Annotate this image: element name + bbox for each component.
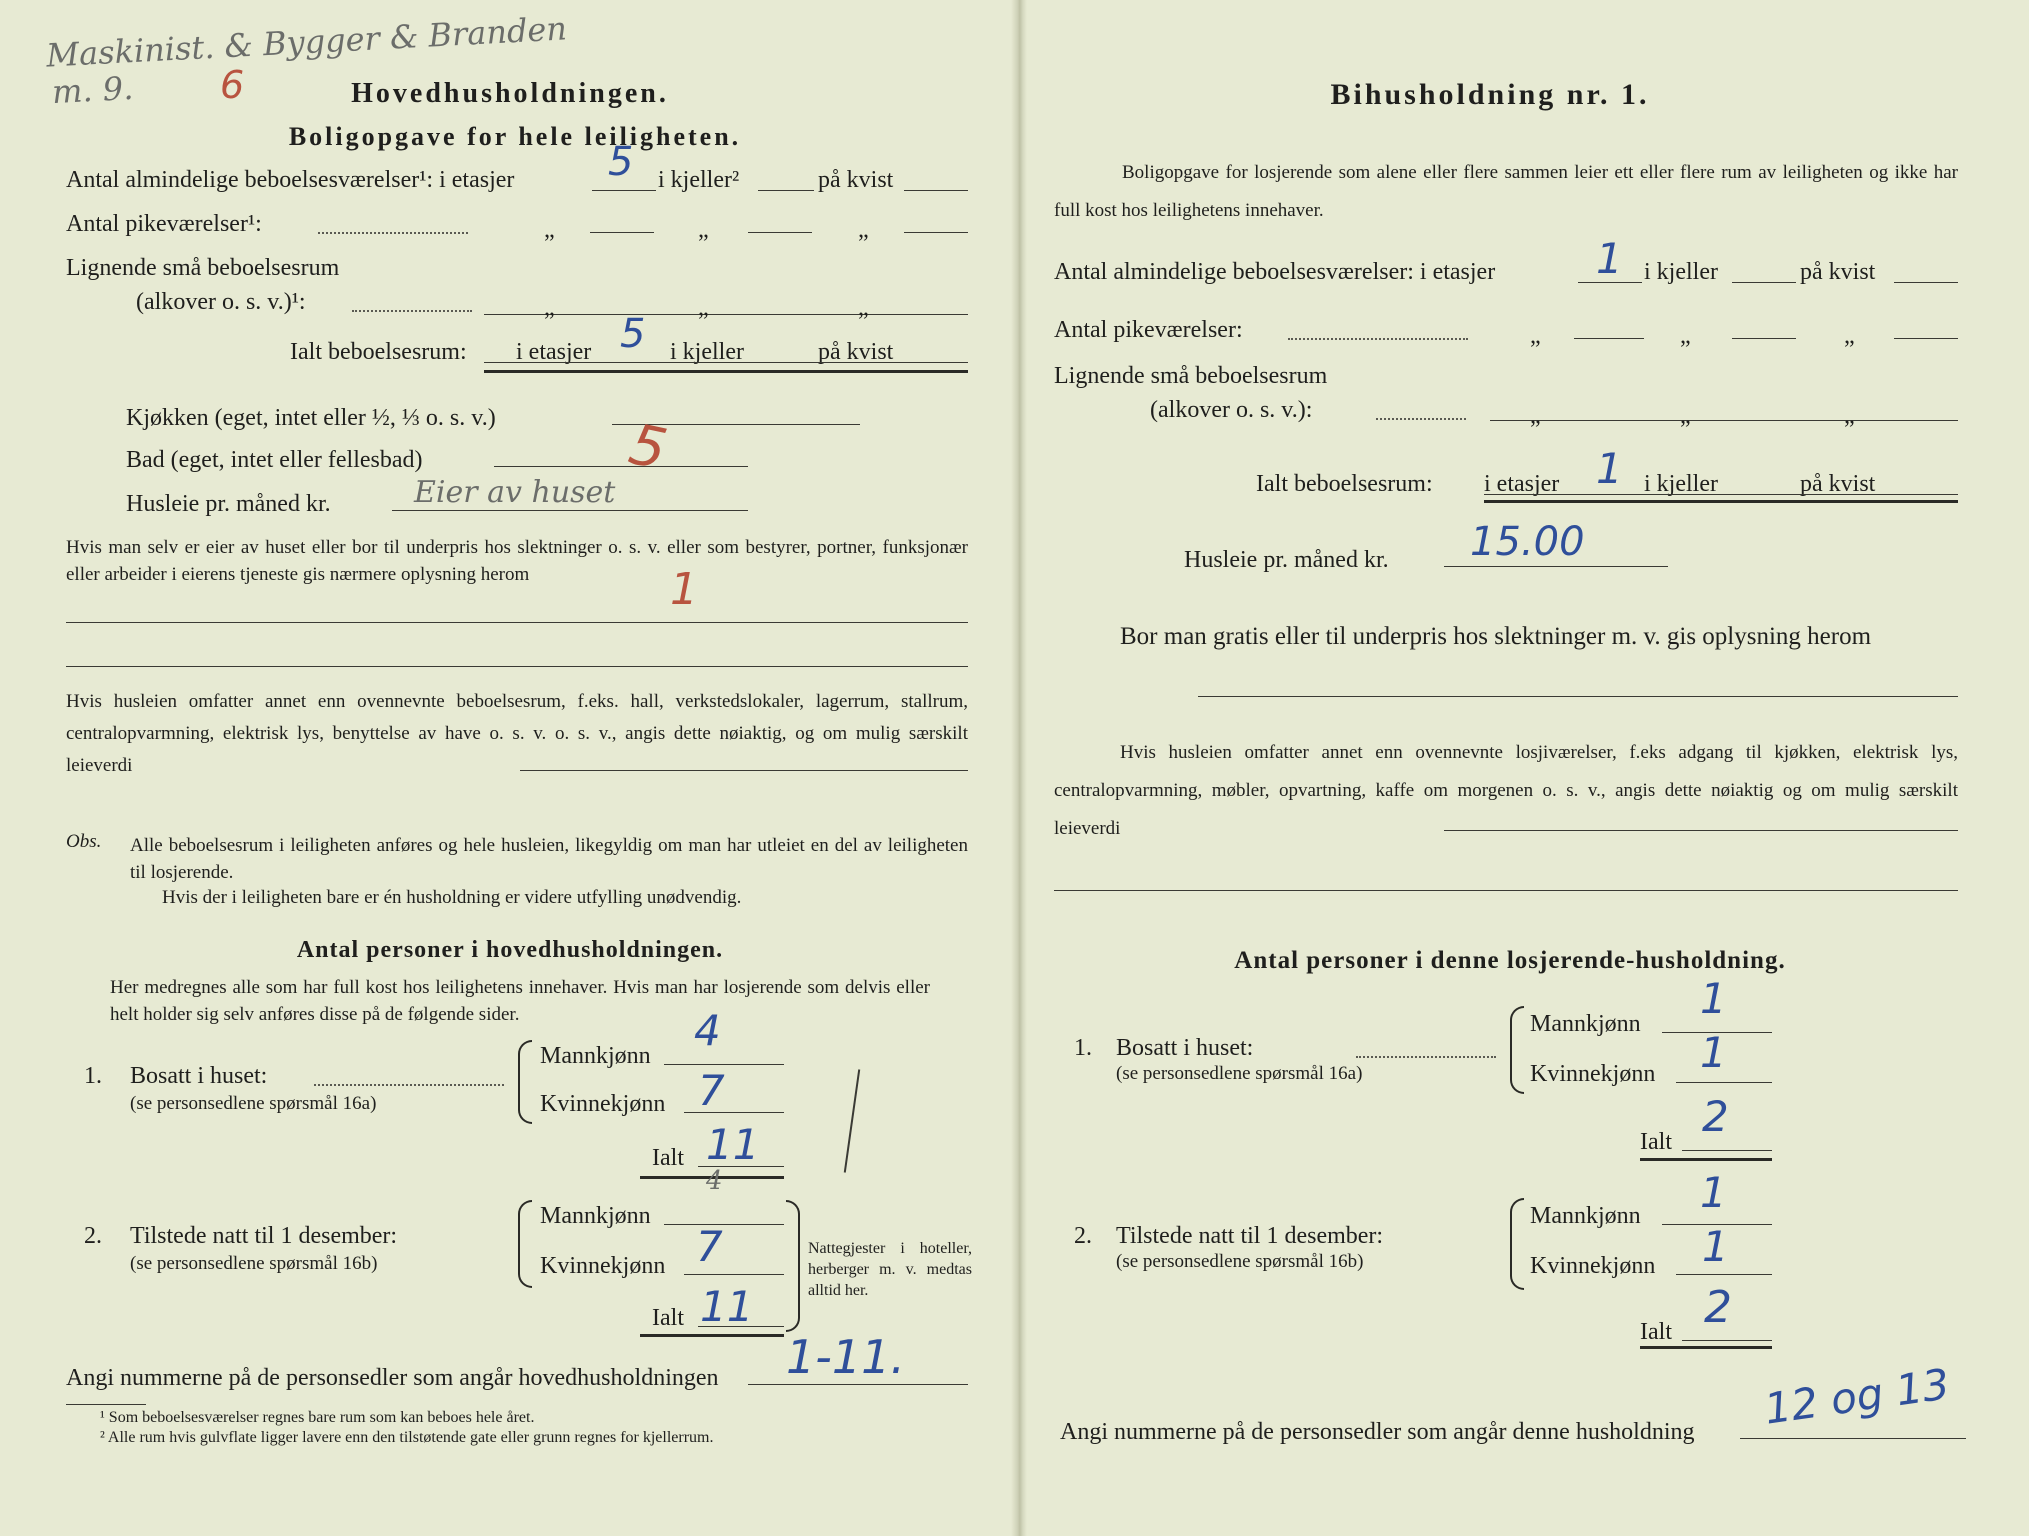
value-ialt-etasjer: 5 xyxy=(620,311,646,357)
field-line xyxy=(748,232,812,233)
field-line xyxy=(1444,830,1958,831)
right-intro: Boligopgave for losjerende som alene eller flere sammen leier ett eller flere rum av leiligheten og ikke har full kost hos leilighetens innehaver. xyxy=(1054,162,1958,221)
q2-kvinne-value: 7 xyxy=(696,1222,723,1271)
right-q1-kvinne-label: Kvinnekjønn xyxy=(1530,1061,1656,1087)
q1-ialt-value: 11 xyxy=(706,1120,760,1169)
q2-mann-value: 4 xyxy=(706,1166,723,1196)
brace xyxy=(518,1040,532,1124)
right-q1-number: 1. xyxy=(1074,1035,1092,1061)
field-line xyxy=(66,622,968,623)
right-q1-ialt-label: Ialt xyxy=(1640,1129,1672,1155)
pencil-annotation-matrikkel: m. 9. xyxy=(51,68,135,112)
right-label-almindelige: Antal almindelige beboelsesværelser: i etasjer xyxy=(1054,259,1496,285)
field-line xyxy=(1894,282,1958,283)
field-line xyxy=(1484,494,1958,495)
q1-kvinne-value: 7 xyxy=(698,1066,725,1115)
ditto-mark: „ xyxy=(544,295,555,321)
q2-ialt-label: Ialt xyxy=(652,1305,684,1331)
right-q2-label: Tilstede natt til 1 desember: xyxy=(1116,1223,1384,1249)
obs-text: Alle beboelsesrum i leiligheten anføres og hele husleien, likegyldig om man har utleiet en del av leiligheten til losjerende. xyxy=(130,835,968,883)
label-nummerne: Angi nummerne på de personsedler som angår hovedhusholdningen xyxy=(66,1365,719,1391)
ditto-mark: „ xyxy=(698,217,709,243)
field-line xyxy=(748,1384,968,1385)
page-fold xyxy=(1011,0,1027,1536)
label-ialt-kvist: på kvist xyxy=(818,339,894,365)
label-husleie: Husleie pr. måned kr. xyxy=(126,491,331,517)
field-line xyxy=(520,770,968,771)
right-label-alkover: (alkover o. s. v.): xyxy=(1150,397,1313,423)
label-kvist: på kvist xyxy=(818,167,894,193)
field-line xyxy=(1732,338,1796,339)
right-value-husleie: 15.00 xyxy=(1470,519,1585,565)
field-line xyxy=(66,666,968,667)
page-subtitle: Boligopgave for hele leiligheten. xyxy=(288,122,742,151)
persons-title: Antal personer i hovedhusholdningen. xyxy=(296,937,724,963)
q1-number: 1. xyxy=(84,1063,102,1089)
q1-mann-value: 4 xyxy=(694,1006,721,1055)
field-line xyxy=(1054,890,1958,891)
right-value-nummerne: 12 og 13 xyxy=(1761,1359,1953,1434)
total-underline xyxy=(1640,1158,1772,1161)
brace xyxy=(518,1200,532,1288)
right-label-ialt-kjeller: i kjeller xyxy=(1644,471,1718,497)
total-underline xyxy=(640,1334,784,1337)
q2-ialt-value: 11 xyxy=(700,1282,754,1331)
right-q1-kvinne-value: 1 xyxy=(1700,1028,1727,1077)
right-q2-kvinne-label: Kvinnekjønn xyxy=(1530,1253,1656,1279)
right-value-ialt-etasjer: 1 xyxy=(1596,444,1623,493)
label-kjokken: Kjøkken (eget, intet eller ½, ⅓ o. s. v.) xyxy=(126,405,496,431)
value-husleie: Eier av huset xyxy=(414,475,616,510)
right-label-husleie: Husleie pr. måned kr. xyxy=(1184,547,1389,573)
label-almindelige: Antal almindelige beboelsesværelser¹: i etasjer xyxy=(66,167,515,193)
ditto-mark: „ xyxy=(544,217,555,243)
field-line xyxy=(1198,696,1958,697)
q2-sub: (se personsedlene spørsmål 16b) xyxy=(130,1253,378,1274)
field-line xyxy=(484,362,968,363)
ditto-mark: „ xyxy=(858,217,869,243)
right-persons-title: Antal personer i denne losjerende-husholdning. xyxy=(1234,947,1786,974)
q2-mann-label: Mannkjønn xyxy=(540,1203,651,1229)
right-q1-mann-label: Mannkjønn xyxy=(1530,1011,1641,1037)
right-label-ialt-beboelsesrum: Ialt beboelsesrum: xyxy=(1256,471,1433,497)
dot-leader xyxy=(314,1084,504,1086)
label-lignende: Lignende små beboelsesrum xyxy=(66,255,340,281)
note-husleie: Hvis husleien omfatter annet enn ovennevnte beboelsesrum, f.eks. hall, verkstedslokaler, lagerrum, stallrum, centralopvarmning, elektrisk lys, benyttelse av have o. s. v. o. s. v., angis dette nøiaktig, og om mulig særskilt leieverdi xyxy=(66,691,968,776)
right-label-nummerne: Angi nummerne på de personsedler som angår denne husholdning xyxy=(1060,1419,1695,1445)
right-q1-mann-value: 1 xyxy=(1700,974,1727,1023)
label-pikevaerelser: Antal pikeværelser¹: xyxy=(66,211,262,237)
right-value-alm-etasjer: 1 xyxy=(1596,234,1623,283)
field-line xyxy=(1682,1340,1772,1341)
field-line xyxy=(758,190,814,191)
value-alm-etasjer: 5 xyxy=(608,139,634,185)
field-line xyxy=(684,1274,784,1275)
value-nummerne: 1-11. xyxy=(786,1330,906,1384)
obs-text-2: Hvis der i leiligheten bare er én husholdning er videre utfylling unødvendig. xyxy=(162,887,742,908)
field-line xyxy=(1676,1274,1772,1275)
field-line xyxy=(1676,1082,1772,1083)
total-underline xyxy=(1484,500,1958,503)
field-line xyxy=(1682,1150,1772,1151)
field-line xyxy=(494,466,748,467)
right-q2-kvinne-value: 1 xyxy=(1702,1222,1729,1271)
right-page-title: Bihusholdning nr. 1. xyxy=(1330,78,1650,111)
q2-label: Tilstede natt til 1 desember: xyxy=(130,1223,398,1249)
field-line xyxy=(1732,282,1796,283)
q2-number: 2. xyxy=(84,1223,102,1249)
right-label-ialt-etasjer: i etasjer xyxy=(1484,471,1560,497)
nattegjester-note: Nattegjester i hoteller, herberger m. v. medtas alltid her. xyxy=(808,1240,972,1299)
field-line xyxy=(1740,1438,1966,1439)
q2-kvinne-label: Kvinnekjønn xyxy=(540,1253,666,1279)
footnote-1: ¹ Som beboelsesværelser regnes bare rum som kan beboes hele året. xyxy=(100,1409,535,1426)
ditto-mark: „ xyxy=(1680,323,1691,349)
dot-leader xyxy=(1356,1056,1496,1058)
field-line xyxy=(664,1064,784,1065)
label-ialt-kjeller: i kjeller xyxy=(670,339,744,365)
ditto-mark: „ xyxy=(698,295,709,321)
label-kjeller: i kjeller² xyxy=(658,167,740,193)
dot-leader xyxy=(318,232,468,234)
brace xyxy=(1510,1198,1524,1290)
ditto-mark: „ xyxy=(1530,323,1541,349)
field-line xyxy=(392,510,748,511)
label-bad: Bad (eget, intet eller fellesbad) xyxy=(126,447,423,473)
right-q1-ialt-value: 2 xyxy=(1702,1092,1729,1141)
total-underline xyxy=(1640,1346,1772,1349)
page-title: Hovedhusholdningen. xyxy=(351,78,669,109)
note-eier: Hvis man selv er eier av huset eller bor til underpris hos slektninger o. s. v. eller som bestyrer, portner, funksjonær eller arbeider i eierens tjeneste gis nærmere oplysning herom xyxy=(66,537,968,585)
right-q2-mann-label: Mannkjønn xyxy=(1530,1203,1641,1229)
dot-leader xyxy=(1288,338,1468,340)
field-line xyxy=(590,232,654,233)
right-label-kvist: på kvist xyxy=(1800,259,1876,285)
pencil-annotation-occupation: Maskinist. & Bygger & Branden xyxy=(45,9,568,75)
label-ialt-etasjer: i etasjer xyxy=(516,339,592,365)
red-annotation-number: 6 xyxy=(220,63,245,107)
persons-note: Her medregnes alle som har full kost hos leilighetens innehaver. Hvis man har losjerende som delvis eller helt holder sig selv anføres disse på de følgende sider. xyxy=(110,977,930,1025)
right-q1-label: Bosatt i huset: xyxy=(1116,1035,1254,1061)
field-line xyxy=(592,190,656,191)
label-ialt-beboelsesrum: Ialt beboelsesrum: xyxy=(290,339,467,365)
brace xyxy=(786,1200,800,1332)
footnote-2: ² Alle rum hvis gulvflate ligger lavere enn den tilstøtende gate eller grunn regnes for kjellerrum. xyxy=(100,1429,714,1446)
dot-leader xyxy=(1376,418,1466,420)
total-underline xyxy=(484,370,968,373)
red-mark-1: 1 xyxy=(670,564,698,615)
right-note-husleie: Hvis husleien omfatter annet enn ovennevnte losjiværelser, f.eks adgang til kjøkken, elektrisk lys, centralopvarmning, møbler, opvartning, kaffe om morgenen o. s. v., angis dette nøiaktig og om mulig særskilt leieverdi xyxy=(1054,742,1958,839)
field-line xyxy=(904,190,968,191)
right-q2-ialt-label: Ialt xyxy=(1640,1319,1672,1345)
footnote-divider xyxy=(66,1404,146,1405)
right-q2-mann-value: 1 xyxy=(1700,1168,1727,1217)
check-stroke xyxy=(844,1069,860,1172)
right-label-pikevaerelser: Antal pikeværelser: xyxy=(1054,317,1243,343)
field-line xyxy=(484,314,968,315)
obs-label: Obs. xyxy=(66,831,102,852)
right-q2-ialt-value: 2 xyxy=(1704,1282,1732,1333)
dot-leader xyxy=(352,310,472,312)
q1-ialt-label: Ialt xyxy=(652,1145,684,1171)
q1-kvinne-label: Kvinnekjønn xyxy=(540,1091,666,1117)
right-label-lignende: Lignende små beboelsesrum xyxy=(1054,363,1328,389)
right-note-gratis: Bor man gratis eller til underpris hos slektninger m. v. gis oplysning herom xyxy=(1120,623,1872,650)
right-q2-number: 2. xyxy=(1074,1223,1092,1249)
right-label-kjeller: i kjeller xyxy=(1644,259,1718,285)
ditto-mark: „ xyxy=(1844,403,1855,429)
ditto-mark: „ xyxy=(1680,403,1691,429)
right-q1-sub: (se personsedlene spørsmål 16a) xyxy=(1116,1063,1363,1084)
field-line xyxy=(664,1224,784,1225)
right-label-ialt-kvist: på kvist xyxy=(1800,471,1876,497)
ditto-mark: „ xyxy=(1844,323,1855,349)
q1-label: Bosatt i huset: xyxy=(130,1063,268,1089)
field-line xyxy=(904,232,968,233)
q1-mann-label: Mannkjønn xyxy=(540,1043,651,1069)
ditto-mark: „ xyxy=(1530,403,1541,429)
field-line xyxy=(1894,338,1958,339)
ditto-mark: „ xyxy=(858,295,869,321)
field-line xyxy=(1574,338,1644,339)
field-line xyxy=(1490,420,1958,421)
q1-sub: (se personsedlene spørsmål 16a) xyxy=(130,1093,377,1114)
label-alkover: (alkover o. s. v.)¹: xyxy=(136,289,306,315)
red-mark-5: 5 xyxy=(623,412,673,484)
field-line xyxy=(1444,566,1668,567)
right-q2-sub: (se personsedlene spørsmål 16b) xyxy=(1116,1251,1364,1272)
brace xyxy=(1510,1006,1524,1094)
